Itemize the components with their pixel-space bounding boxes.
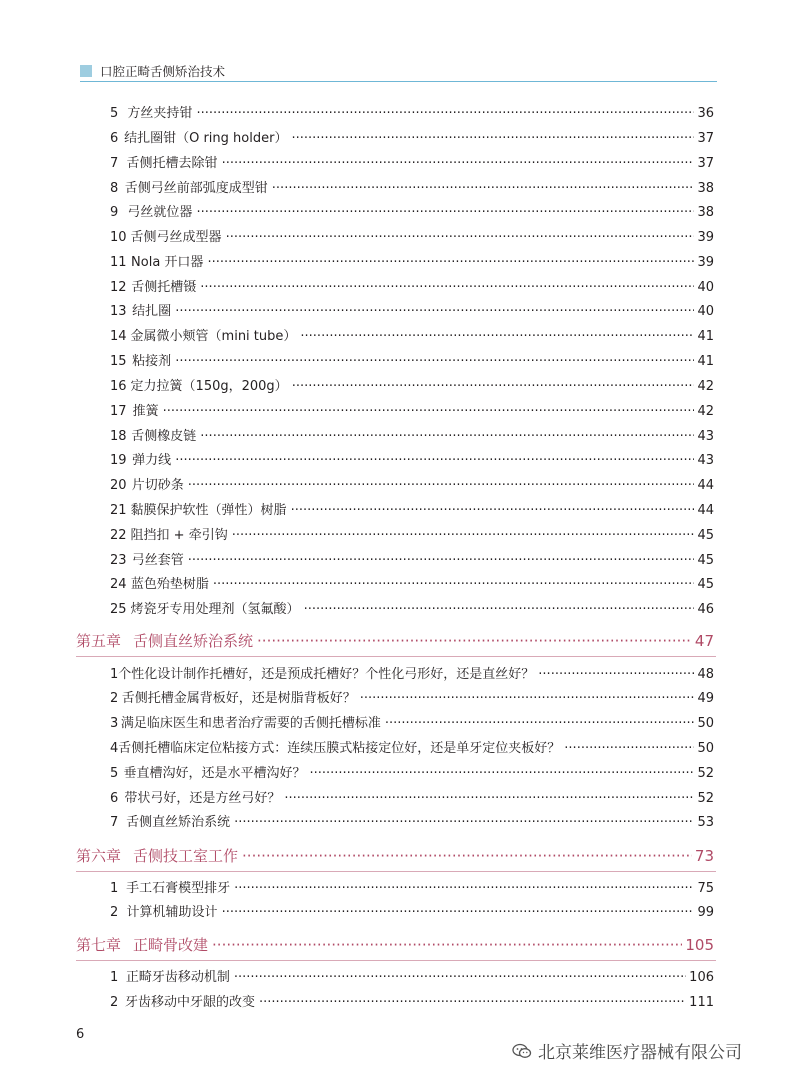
- toc-entry: [0, 203, 800, 223]
- entry-number: 2: [110, 905, 119, 920]
- leader-dots: [222, 903, 695, 923]
- page-ref: 111: [689, 995, 714, 1010]
- leader-dots: [538, 665, 694, 685]
- leader-dots: [304, 600, 695, 620]
- leader-dots: [234, 968, 686, 988]
- entry-title: 黏膜保护软性（弹性）树脂: [130, 503, 287, 518]
- leader-dots: [564, 739, 694, 759]
- page-ref: 52: [697, 766, 714, 781]
- entry-number: 7: [110, 156, 119, 171]
- toc-chapter: [0, 631, 800, 651]
- chapter-title: 正畸骨改建: [133, 936, 209, 954]
- entry-number: 9: [110, 205, 119, 220]
- entry-number: 14: [110, 329, 127, 344]
- entry-number: 6: [110, 791, 119, 806]
- toc-entry: [0, 789, 800, 809]
- toc-entry: [0, 302, 800, 322]
- toc-entry: [0, 377, 800, 397]
- leader-dots: [292, 377, 695, 397]
- entry-title: 结扎圈钳（O ring holder）: [124, 131, 288, 146]
- toc-entry: [0, 476, 800, 496]
- entry-number: 18: [110, 429, 127, 444]
- page-ref: 44: [697, 503, 714, 518]
- entry-number: 24: [110, 577, 127, 592]
- entry-number: 16: [110, 379, 127, 394]
- toc-entry: [0, 526, 800, 546]
- entry-title: 舌侧托槽镊: [131, 280, 197, 295]
- toc-entry: [0, 402, 800, 422]
- toc-entry: [0, 427, 800, 447]
- chapter-rule: [76, 871, 716, 872]
- entry-title: 片切砂条: [131, 478, 184, 493]
- chapter-number: 第五章: [76, 632, 122, 650]
- entry-number: 11: [110, 255, 127, 270]
- leader-dots: [360, 689, 695, 709]
- page-ref: 49: [697, 691, 714, 706]
- page-ref: 41: [697, 354, 714, 369]
- page-ref: 47: [694, 632, 714, 650]
- page-ref: 42: [697, 404, 714, 419]
- toc-entry: [0, 665, 800, 685]
- toc-entry: [0, 879, 800, 899]
- wechat-icon: [512, 1043, 532, 1059]
- leader-dots: [242, 846, 692, 866]
- toc-entry: [0, 903, 800, 923]
- chapter-number: 第七章: [76, 936, 122, 954]
- entry-number: 5: [110, 766, 119, 781]
- entry-number: 21: [110, 503, 127, 518]
- leader-dots: [188, 551, 695, 571]
- toc-entry: [0, 993, 800, 1013]
- leader-dots: [234, 879, 694, 899]
- page-ref: 38: [697, 205, 714, 220]
- leader-dots: [234, 813, 694, 833]
- chapter-number: 第六章: [76, 847, 122, 865]
- leader-dots: [188, 476, 695, 496]
- leader-dots: [272, 179, 695, 199]
- leader-dots: [207, 253, 694, 273]
- page-ref: 41: [697, 329, 714, 344]
- entry-title: 定力拉簧（150g，200g）: [130, 379, 288, 394]
- toc-entry: [0, 278, 800, 298]
- entry-title: 舌侧托槽临床定位粘接方式：连续压膜式粘接定位好，还是单牙定位夹板好？: [118, 741, 561, 756]
- entry-title: 舌侧弓丝成型器: [130, 230, 222, 245]
- entry-number: 20: [110, 478, 127, 493]
- entry-number: 12: [110, 280, 127, 295]
- entry-number: 2: [110, 691, 119, 706]
- entry-number: 19: [110, 453, 127, 468]
- page-ref: 53: [697, 815, 714, 830]
- toc-entry: [0, 154, 800, 174]
- leader-dots: [222, 154, 695, 174]
- leader-dots: [175, 451, 694, 471]
- entry-title: 舌侧直丝矫治系统: [126, 815, 231, 830]
- page-ref: 44: [697, 478, 714, 493]
- entry-number: 4: [110, 741, 119, 756]
- leader-dots: [284, 789, 694, 809]
- entry-number: 17: [110, 404, 127, 419]
- entry-number: 1: [110, 881, 119, 896]
- entry-title: 舌侧橡皮链: [131, 429, 197, 444]
- leader-dots: [309, 764, 694, 784]
- page-ref: 37: [697, 131, 714, 146]
- entry-title: 弓丝套管: [131, 553, 184, 568]
- entry-title: 蓝色殆垫树脂: [130, 577, 209, 592]
- toc-chapter: [0, 935, 800, 955]
- entry-number: 25: [110, 602, 127, 617]
- toc-entry: [0, 689, 800, 709]
- leader-dots: [212, 935, 682, 955]
- running-header: [80, 62, 225, 80]
- toc-entry: [0, 813, 800, 833]
- leader-dots: [175, 352, 694, 372]
- entry-number: 7: [110, 815, 119, 830]
- page-ref: 39: [697, 230, 714, 245]
- entry-number: 22: [110, 528, 127, 543]
- leader-dots: [300, 327, 694, 347]
- entry-number: 5: [110, 106, 119, 121]
- leader-dots: [213, 575, 695, 595]
- page-ref: 73: [694, 847, 714, 865]
- leader-dots: [257, 631, 692, 651]
- entry-title: 舌侧弓丝前部弧度成型钳: [124, 181, 268, 196]
- page-ref: 42: [697, 379, 714, 394]
- entry-title: Nola 开口器: [131, 255, 204, 270]
- chapter-rule: [76, 656, 716, 657]
- leader-dots: [163, 402, 695, 422]
- entry-number: 23: [110, 553, 127, 568]
- entry-title: 阻挡扣 + 牵引钩: [130, 528, 228, 543]
- entry-number: 2: [110, 995, 119, 1010]
- entry-title: 舌侧托槽去除钳: [126, 156, 218, 171]
- entry-number: 3: [110, 716, 119, 731]
- page-ref: 45: [697, 577, 714, 592]
- toc-entry: [0, 451, 800, 471]
- entry-title: 金属微小颊管（mini tube）: [130, 329, 297, 344]
- toc-entry: [0, 551, 800, 571]
- page-ref: 45: [697, 553, 714, 568]
- toc-entry: [0, 179, 800, 199]
- page-ref: 46: [697, 602, 714, 617]
- entry-title: 计算机辅助设计: [126, 905, 218, 920]
- toc-entry: [0, 575, 800, 595]
- entry-title: 弹力线: [132, 453, 172, 468]
- toc-chapter: [0, 846, 800, 866]
- page-ref: 37: [697, 156, 714, 171]
- entry-number: 10: [110, 230, 127, 245]
- leader-dots: [291, 501, 695, 521]
- page-ref: 50: [697, 716, 714, 731]
- header-title: 口腔正畸舌侧矫治技术: [100, 64, 226, 79]
- page-ref: 99: [697, 905, 714, 920]
- leader-dots: [385, 714, 695, 734]
- entry-number: 1: [110, 970, 119, 985]
- page-ref: 50: [697, 741, 714, 756]
- toc-entry: [0, 968, 800, 988]
- toc-entry: [0, 352, 800, 372]
- entry-title: 粘接剂: [132, 354, 172, 369]
- page-ref: 48: [697, 667, 714, 682]
- toc-entry: [0, 129, 800, 149]
- leader-dots: [196, 104, 694, 124]
- page-ref: 45: [697, 528, 714, 543]
- entry-title: 垂直槽沟好，还是水平槽沟好？: [123, 766, 306, 781]
- toc-entry: [0, 104, 800, 124]
- toc-entry: [0, 253, 800, 273]
- entry-title: 牙齿移动中牙龈的改变: [124, 995, 255, 1010]
- entry-number: 8: [110, 181, 119, 196]
- entry-title: 烤瓷牙专用处理剂（氢氟酸）: [130, 602, 300, 617]
- page-ref: 105: [685, 936, 714, 954]
- page-number: 6: [76, 1027, 85, 1042]
- toc-entry: [0, 600, 800, 620]
- leader-dots: [226, 228, 695, 248]
- entry-title: 方丝夹持钳: [127, 106, 193, 121]
- page-ref: 40: [697, 304, 714, 319]
- toc-entry: [0, 714, 800, 734]
- leader-dots: [200, 278, 694, 298]
- page-ref: 43: [697, 453, 714, 468]
- page-ref: 52: [697, 791, 714, 806]
- entry-title: 推簧: [132, 404, 159, 419]
- entry-title: 带状弓好，还是方丝弓好？: [124, 791, 281, 806]
- entry-number: 1: [110, 667, 119, 682]
- leader-dots: [291, 129, 694, 149]
- leader-dots: [175, 302, 694, 322]
- watermark-text: 北京莱维医疗器械有限公司: [538, 1043, 742, 1063]
- leader-dots: [259, 993, 686, 1013]
- entry-title: 满足临床医生和患者治疗需要的舌侧托槽标准: [120, 716, 381, 731]
- chapter-title: 舌侧直丝矫治系统: [133, 632, 254, 650]
- header-square-icon: [80, 65, 92, 77]
- page-ref: 39: [697, 255, 714, 270]
- entry-title: 正畸牙齿移动机制: [125, 970, 230, 985]
- entry-title: 手工石膏模型排牙: [126, 881, 231, 896]
- entry-title: 弓丝就位器: [127, 205, 193, 220]
- toc-entry: [0, 501, 800, 521]
- watermark: [512, 1038, 742, 1063]
- leader-dots: [196, 203, 694, 223]
- entry-number: 13: [110, 304, 127, 319]
- toc-entry: [0, 739, 800, 759]
- page-ref: 38: [697, 181, 714, 196]
- chapter-rule: [76, 960, 716, 961]
- toc-entry: [0, 228, 800, 248]
- header-rule: [80, 81, 717, 82]
- leader-dots: [200, 427, 694, 447]
- page-ref: 106: [689, 970, 714, 985]
- page-ref: 43: [697, 429, 714, 444]
- entry-number: 15: [110, 354, 127, 369]
- page-ref: 75: [697, 881, 714, 896]
- page-ref: 36: [697, 106, 714, 121]
- toc-entry: [0, 764, 800, 784]
- entry-title: 舌侧托槽金属背板好，还是树脂背板好？: [121, 691, 356, 706]
- page-ref: 40: [697, 280, 714, 295]
- chapter-title: 舌侧技工室工作: [133, 847, 239, 865]
- leader-dots: [232, 526, 695, 546]
- entry-title: 个性化设计制作托槽好，还是预成托槽好？个性化弓形好，还是直丝好？: [118, 667, 535, 682]
- toc-entry: [0, 327, 800, 347]
- entry-title: 结扎圈: [132, 304, 172, 319]
- entry-number: 6: [110, 131, 119, 146]
